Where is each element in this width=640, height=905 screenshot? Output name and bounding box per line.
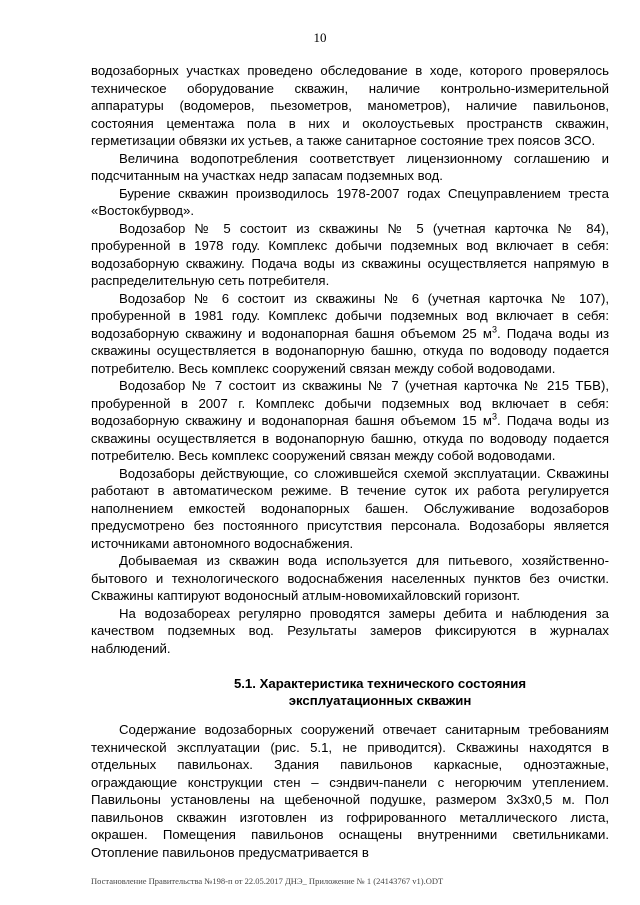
document-body xyxy=(91,62,609,861)
paragraph: Содержание водозаборных сооружений отвечает санитарным требованиям технической эксплуатации (рис. 5.1, не приводится). Скважины находятся в отдельных павильонах. Здания павильонов каркасные, одноэтажные, ограждающие конструкции стен – сэндвич-панели с негорючим утеплением. Павильоны установлены на щебеночной подушке, размером 3х3х0,5 м. Пол павильонов скважин изготовлен из гофрированного металлического листа, окрашен. Помещения павильонов оснащены внутренними светильниками. Отопление павильонов предусматривается в xyxy=(91,722,609,860)
paragraph: Водозаборы действующие, со сложившейся схемой эксплуатации. Скважины работают в автоматическом режиме. В течение суток их работа регулируется наполнением емкостей водонапорных башен. Обслуживание водозаборов предусмотрено без постоянного присутствия персонала. Водозаборы является источниками автономного водоснабжения. xyxy=(91,465,609,551)
superscript: 3 xyxy=(491,324,497,335)
paragraph-text: Водозабор № 6 состоит из скважины № 6 (учетная карточка № 107), пробуренной в 1981 году. Комплекс добычи подземных вод включает в себя: водозаборную скважину и водонапорная башня объемом 25 м xyxy=(91,290,609,341)
paragraph-text: . Подача воды из скважины осуществляется в водонапорную башню, откуда по водоводу подается потребителю. Весь комплекс сооружений связан между собой водоводами. xyxy=(91,325,609,376)
paragraph: Добываемая из скважин вода используется для питьевого, хозяйственно-бытового и технологического водоснабжения населенных пунктов без очистки. Скважины каптируют водоносный атлым-новомихайловский горизонт. xyxy=(91,553,609,603)
paragraph xyxy=(91,290,609,378)
paragraph-text: . Подача воды из скважины осуществляется в водонапорную башню, откуда по водоводу подается потребителю. Весь комплекс сооружений связан между собой водоводами. xyxy=(91,413,609,463)
paragraph: Водозабор № 5 состоит из скважины № 5 (учетная карточка № 84), пробуренной в 1978 году. Комплекс добычи подземных вод включает в себя: водозаборную скважину. Подача воды из скважины осуществляется напрямую в распределительную сеть потребителя. xyxy=(91,220,609,288)
paragraph xyxy=(91,377,609,465)
superscript: 3 xyxy=(491,411,497,422)
paragraph: На водозабореах регулярно проводятся замеры дебита и наблюдения за качеством подземных вод. Результаты замеров фиксируются в журналах наблюдений. xyxy=(91,605,609,656)
paragraph-text: Водозабор № 7 состоит из скважины № 7 (учетная карточка № 215 ТБВ), пробуренной в 2007 г. Комплекс добычи подземных вод включает в себя: водозаборную скважину и водонапорная башня объемом 15 м xyxy=(91,378,609,428)
page-number: 10 xyxy=(313,30,327,45)
section-title xyxy=(91,675,609,709)
paragraph: Бурение скважин производилось 1978-2007 годах Спецуправлением треста «Востокбурвод». xyxy=(91,185,609,218)
paragraph: Величина водопотребления соответствует лицензионному соглашению и подсчитанным на участках недр запасам подземных вод. xyxy=(91,150,609,183)
section-title-line: эксплуатационных скважин xyxy=(288,693,472,708)
paragraph: водозаборных участках проведено обследование в ходе, которого проверялось техническое оборудование скважин, наличие контрольно-измерительной аппаратуры (водомеров, пьезометров, манометров), наличие павильонов, состояния цементажа пола в них и околоустьевых пространств скважин, герметизации обвязки их устьев, а также санитарное состояние трех поясов ЗСО. xyxy=(91,63,609,148)
page-footer: Постановление Правительства №198-п от 22.05.2017 ДНЭ_ Приложение № 1 (24143767 v1).ODT xyxy=(91,876,444,886)
section-title-line: 5.1. Характеристика технического состояния xyxy=(233,676,527,691)
